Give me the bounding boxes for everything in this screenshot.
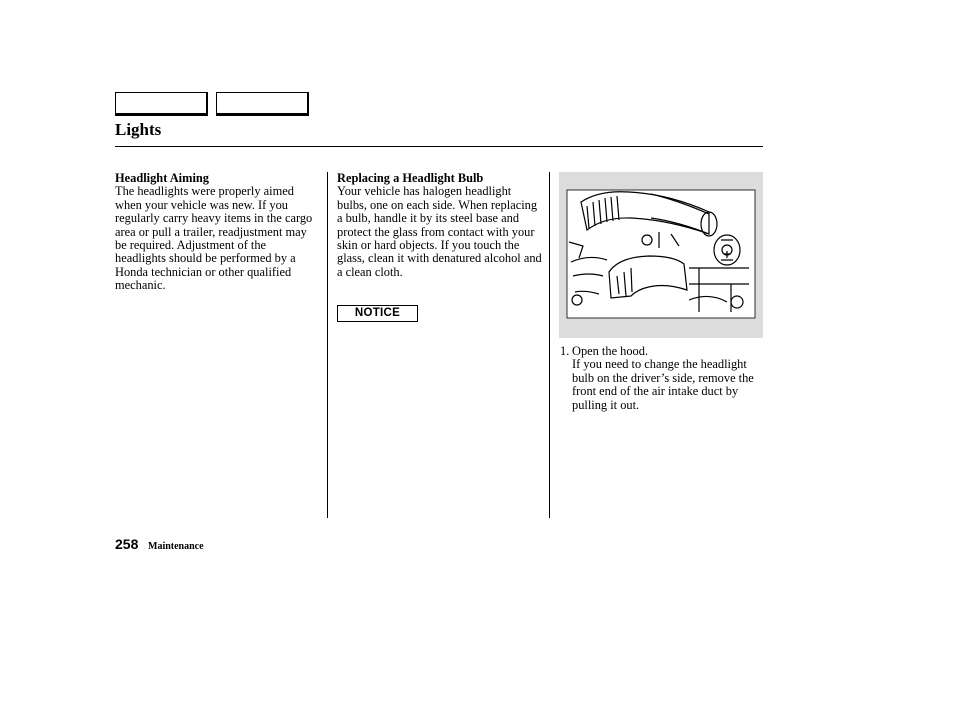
step-detail: If you need to change the headlight bulb on the driver’s side, remove the front end of the air intake duct by pulling it out. bbox=[572, 357, 754, 412]
index-tab-2 bbox=[216, 92, 309, 116]
replacing-body-text: Your vehicle has halogen headlight bulbs, one on each side. When replacing a bulb, handle it by its steel base and protect the glass from contact with your skin or hard objects. If you touch the glass, clean it with denatured alcohol and a clean cloth. bbox=[337, 184, 542, 279]
aiming-body-text: The headlights were properly aimed when your vehicle was new. If you regularly carry heavy items in the cargo area or pull a trailer, readjustment may be required. Adjustment of the headlights should be performed by a Honda technician or other qualified mechanic. bbox=[115, 184, 313, 293]
section-heading-aiming: Headlight Aiming bbox=[115, 171, 209, 185]
page-title: Lights bbox=[115, 120, 162, 139]
air-intake-duct-drawing bbox=[559, 172, 763, 338]
column-divider-2 bbox=[549, 172, 550, 518]
column-headlight-aiming bbox=[115, 172, 320, 293]
step-text: Open the hood. bbox=[572, 344, 649, 358]
title-rule bbox=[115, 146, 763, 147]
section-name: Maintenance bbox=[148, 541, 204, 552]
notice-badge: NOTICE bbox=[337, 305, 418, 322]
page-number: 258 bbox=[115, 536, 139, 552]
step-number: 1. bbox=[560, 344, 570, 358]
column-divider-1 bbox=[327, 172, 328, 518]
column-replacing-bulb bbox=[337, 172, 543, 279]
index-tab-1 bbox=[115, 92, 208, 116]
engine-bay-illustration bbox=[559, 172, 763, 338]
section-heading-replacing: Replacing a Headlight Bulb bbox=[337, 171, 484, 185]
step-1 bbox=[560, 345, 765, 412]
